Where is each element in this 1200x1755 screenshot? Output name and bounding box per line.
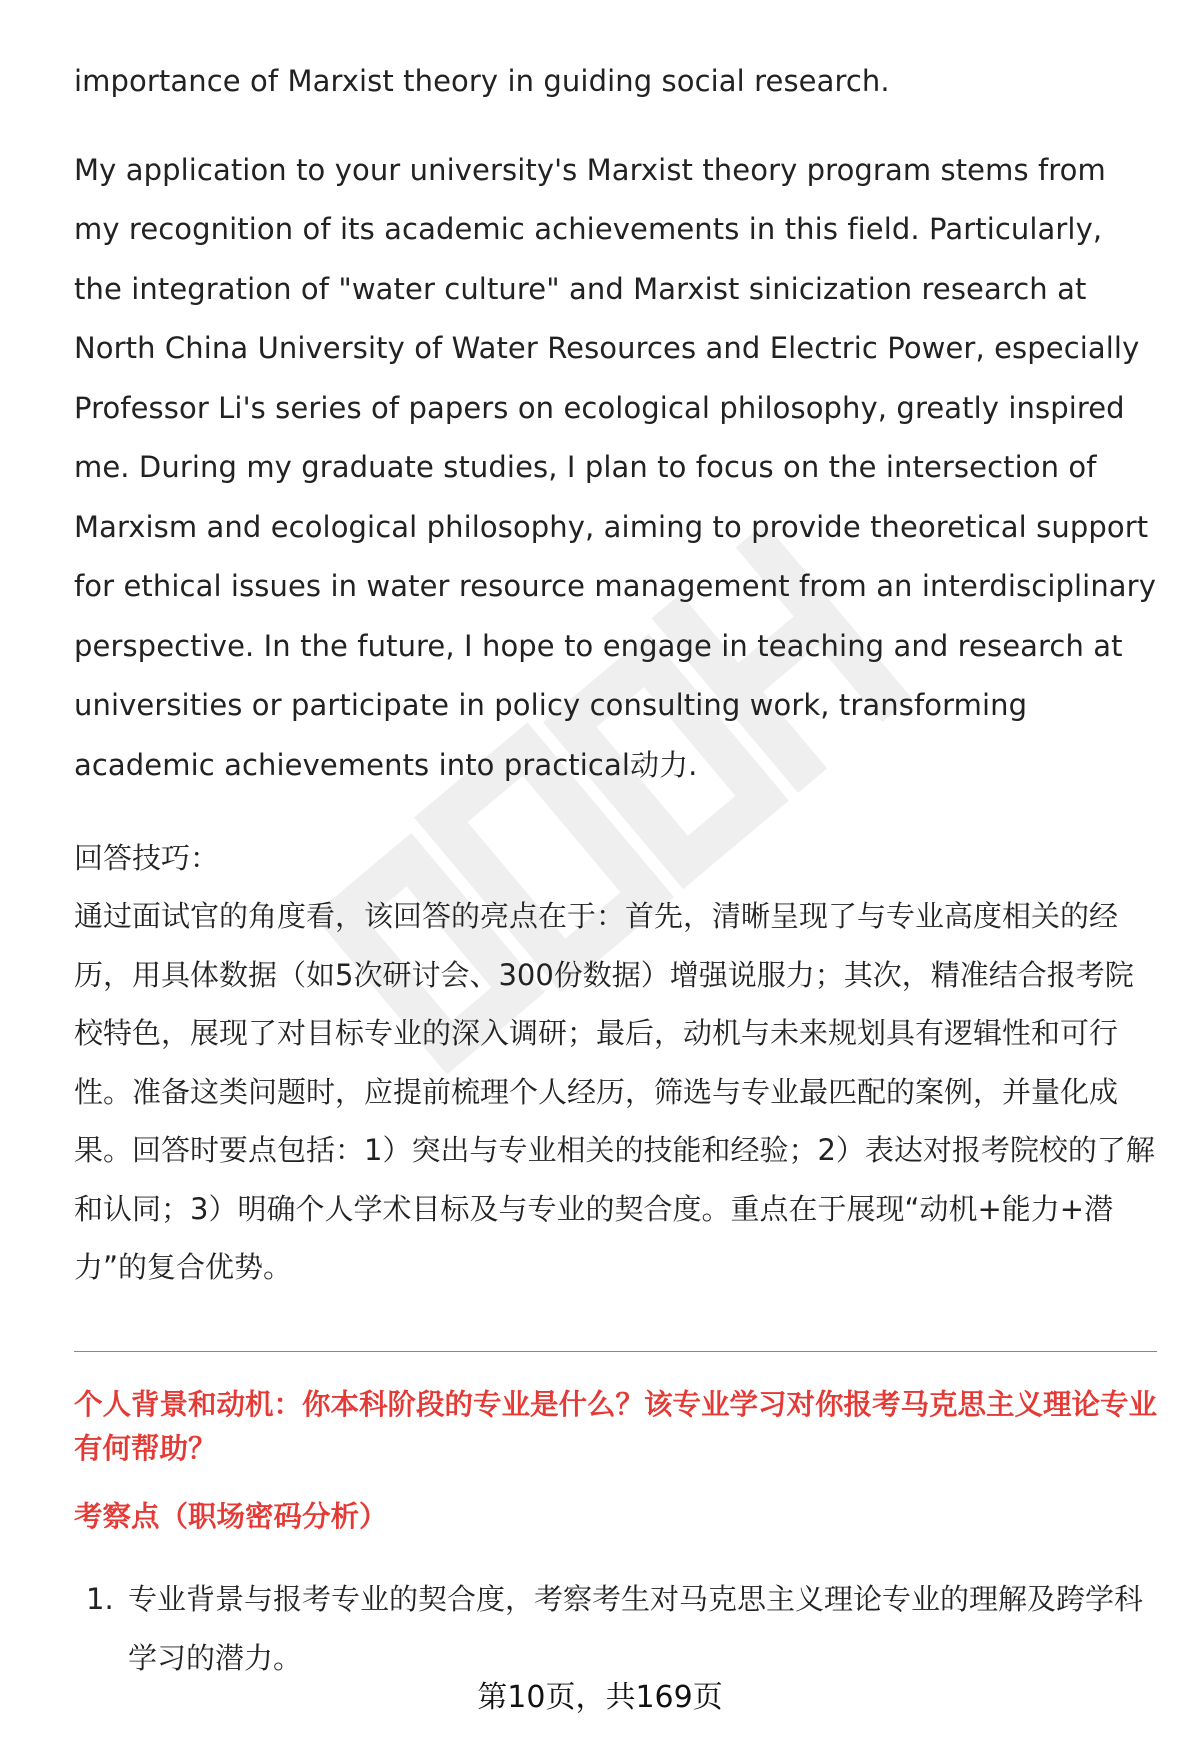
paragraph-application: My application to your university's Marxist theory program stems from my recognition of its academic achievements in this field. Particularly, the integration of "water culture" and Marxist sinicization research at North China University of Water Resources and Electric Power, especially Professor Li's series of papers on ecological philosophy, greatly inspired me. During my graduate studies, I plan to focus on the intersection of Marxism and ecological philosophy, aiming to provide theoretical support for ethical issues in water resource management from an interdisciplinary perspective. In the future, I hope to engage in teaching and research at universities or participate in policy consulting work, transforming academic achievements into practical动力. xyxy=(74,152,1156,782)
question-heading: 个人背景和动机：你本科阶段的专业是什么？该专业学习对你报考马克思主义理论专业有何帮助？ xyxy=(74,1388,1158,1465)
tips-title: 回答技巧： xyxy=(74,841,220,875)
assessment-list xyxy=(74,1570,1164,1688)
list-item-text: 专业背景与报考专业的契合度，考察考生对马克思主义理论专业的理解及跨学科学习的潜力。 xyxy=(128,1582,1144,1675)
list-item-number: 1. xyxy=(86,1582,114,1616)
main-content xyxy=(74,52,1159,1297)
page-footer: 第10页，共169页 xyxy=(477,1680,723,1715)
tips-body: 通过面试官的角度看，该回答的亮点在于：首先，清晰呈现了与专业高度相关的经历，用具体数据（如5次研讨会、300份数据）增强说服力；其次，精准结合报考院校特色，展现了对目标专业的深入调研；最后，动机与未来规划具有逻辑性和可行性。准备这类问题时，应提前梳理个人经历，筛选与专业最匹配的案例，并量化成果。回答时要点包括：1）突出与专业相关的技能和经验；2）表达对报考院校的了解和认同；3）明确个人学术目标及与专业的契合度。重点在于展现“动机+能力+潜力”的复合优势。 xyxy=(74,899,1155,1284)
assessment-subheading: 考察点（职场密码分析） xyxy=(74,1500,388,1533)
list-item xyxy=(74,1570,1164,1688)
paragraph-intro-tail: importance of Marxist theory in guiding social research. xyxy=(74,64,890,98)
section-divider xyxy=(74,1351,1157,1352)
